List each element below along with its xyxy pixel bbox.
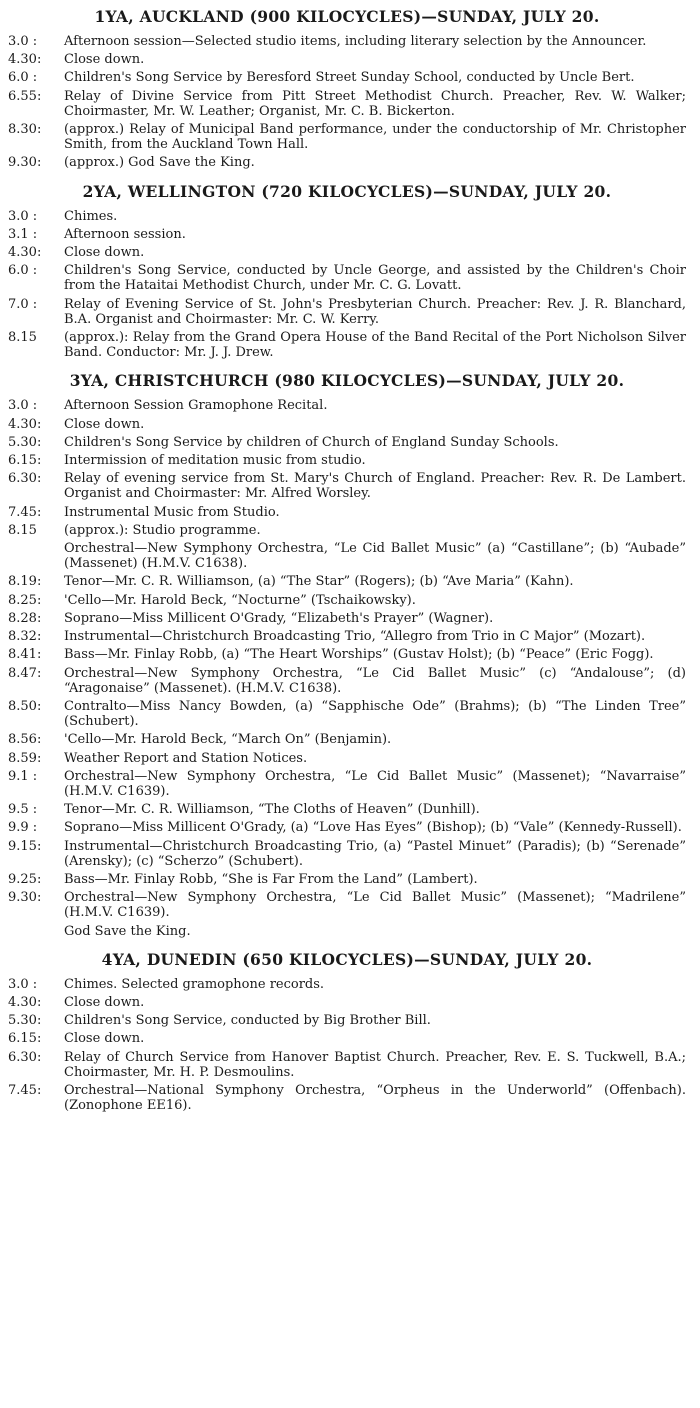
programme-entry [8, 1083, 686, 1113]
programme-entry [8, 122, 686, 152]
entry-time: 5.30: [8, 434, 42, 450]
entry-text: Children's Song Service, conducted by Uncle George, and assisted by the Children's Choir from the Hataitai Methodist Church, under Mr. C. G. Lovatt. [64, 263, 686, 294]
entry-time: 5.30: [8, 1013, 42, 1029]
entry-text: Bass—Mr. Finlay Robb, “She is Far From the Land” (Lambert). [64, 871, 478, 887]
programme-entry [8, 820, 686, 835]
programme-entry [8, 593, 686, 608]
programme-entry [8, 1050, 686, 1080]
entry-time: 6.30: [8, 471, 42, 487]
station-heading: 4YA, DUNEDIN (650 KILOCYCLES)—SUNDAY, JULY 20. [101, 949, 593, 969]
programme-entry [8, 398, 686, 413]
programme-entry [8, 872, 686, 887]
entry-time: 8.59: [8, 750, 42, 766]
programme-entry [8, 471, 686, 501]
entry-text: Instrumental—Christchurch Broadcasting Trio, (a) “Pastel Minuet” (Paradis); (b) “Serenade” (Arensky); (c) “Scherzo” (Schubert). [64, 838, 686, 869]
entry-text: Orchestral—New Symphony Orchestra, “Le Cid Ballet Music” (Massenet); “Madrilene” (H.M.V. C1639). [64, 890, 686, 921]
entry-text: Afternoon session—Selected studio items, including literary selection by the Announcer. [64, 34, 647, 49]
programme-entry [8, 995, 686, 1010]
programme-entry [8, 155, 686, 170]
entry-time: 4.30: [8, 416, 42, 432]
entry-time: 6.0 : [8, 263, 38, 279]
entry-time: 8.32: [8, 629, 42, 645]
programme-entry [8, 1013, 686, 1028]
entry-text: Close down. [64, 52, 145, 68]
programme-entry [8, 1031, 686, 1046]
entry-time: 6.15: [8, 1031, 42, 1047]
programme-entry [8, 541, 686, 571]
entry-time: 3.1 : [8, 226, 38, 242]
entry-text: (approx.) God Save the King. [64, 155, 255, 171]
programme-entry [8, 89, 686, 119]
entry-text: Intermission of meditation music from studio. [64, 453, 366, 469]
station-heading: 3YA, CHRISTCHURCH (980 KILOCYCLES)—SUNDAY, JULY 20. [69, 371, 625, 391]
entry-time: 8.50: [8, 698, 42, 714]
entry-time: 9.15: [8, 838, 42, 854]
entry-time: 8.15 [8, 522, 37, 538]
programme-entry [8, 666, 686, 696]
programme-entry [8, 435, 686, 450]
entry-time: 9.25: [8, 871, 42, 887]
entry-text: Chimes. [64, 208, 118, 224]
entry-text: Orchestral—National Symphony Orchestra, “Orpheus in the Underworld” (Offenbach). (Zonophone EE16). [64, 1082, 686, 1114]
station-section [8, 183, 686, 361]
entry-text: Children's Song Service by children of Church of England Sunday Schools. [64, 434, 559, 450]
entry-text: Children's Song Service, conducted by Big Brother Bill. [64, 1013, 431, 1029]
entry-time: 6.55: [8, 88, 42, 104]
entry-time: 9.5 : [8, 802, 38, 818]
entry-text: Orchestral—New Symphony Orchestra, “Le Cid Ballet Music” (c) “Andalouse”; (d) “Aragonaise” (Massenet). (H.M.V. C1638). [64, 665, 686, 696]
entry-time: 4.30: [8, 245, 42, 261]
programme-entry [8, 629, 686, 644]
programme-entry [8, 417, 686, 432]
programme-entry [8, 227, 686, 242]
entry-text: Orchestral—New Symphony Orchestra, “Le Cid Ballet Music” (Massenet); “Navarraise” (H.M.V. C1639). [64, 768, 686, 799]
entry-time: 3.0 : [8, 34, 38, 49]
entry-text: Bass—Mr. Finlay Robb, (a) “The Heart Worships” (Gustav Holst); (b) “Peace” (Eric Fogg). [64, 647, 654, 663]
entry-text: 'Cello—Mr. Harold Beck, “Nocturne” (Tschaikowsky). [64, 592, 416, 608]
entry-text: (approx.): Studio programme. [64, 522, 261, 538]
entry-text: Instrumental—Christchurch Broadcasting Trio, “Allegro from Trio in C Major” (Mozart). [64, 629, 646, 645]
programme-entry [8, 611, 686, 626]
entry-time: 8.15 [8, 330, 37, 346]
entry-text: Afternoon session. [64, 226, 186, 242]
entry-time: 4.30: [8, 994, 42, 1010]
entry-time: 3.0 : [8, 208, 38, 224]
station-section [8, 951, 686, 1114]
entry-time: 6.15: [8, 453, 42, 469]
programme-entry [8, 699, 686, 729]
programme-entry [8, 769, 686, 799]
entry-time: 7.45: [8, 1082, 42, 1098]
entry-text: Afternoon Session Gramophone Recital. [64, 398, 328, 414]
entry-time: 7.45: [8, 504, 42, 520]
entry-text: God Save the King. [64, 923, 191, 939]
station-section [8, 8, 686, 171]
entry-time: 6.30: [8, 1049, 42, 1065]
programme-entry [8, 751, 686, 766]
station-heading: 1YA, AUCKLAND (900 KILOCYCLES)—SUNDAY, JULY 20. [94, 7, 600, 26]
entry-time: 7.0 : [8, 296, 38, 312]
programme-entry [8, 263, 686, 293]
entry-time: 6.0 : [8, 70, 38, 86]
entry-text: Soprano—Miss Millicent O'Grady, “Elizabeth's Prayer” (Wagner). [64, 610, 494, 626]
programme-entry [8, 52, 686, 67]
programme-entry [8, 245, 686, 260]
programme-entry [8, 453, 686, 468]
entry-time: 8.41: [8, 647, 42, 663]
programme-entry [8, 732, 686, 747]
programme-entry [8, 505, 686, 520]
programme-entry [8, 70, 686, 85]
programme-entry [8, 523, 686, 538]
entry-time: 9.1 : [8, 768, 38, 784]
entry-text: Relay of Church Service from Hanover Baptist Church. Preacher, Rev. E. S. Tuckwell, B.A.; Choirmaster, Mr. H. P. Desmoulins. [64, 1049, 686, 1080]
entry-time: 3.0 : [8, 976, 38, 992]
entry-text: Instrumental Music from Studio. [64, 504, 280, 520]
programme-entry [8, 297, 686, 327]
entry-time: 8.28: [8, 610, 42, 626]
entry-time: 4.30: [8, 52, 42, 68]
entry-text: Orchestral—New Symphony Orchestra, “Le Cid Ballet Music” (a) “Castillane”; (b) “Aubade” (Massenet) (H.M.V. C1638). [64, 541, 686, 572]
entry-text: Tenor—Mr. C. R. Williamson, (a) “The Star” (Rogers); (b) “Ave Maria” (Kahn). [64, 574, 574, 590]
entry-time: 8.47: [8, 665, 42, 681]
entry-text: Tenor—Mr. C. R. Williamson, “The Cloths of Heaven” (Dunhill). [64, 802, 480, 818]
entry-text: 'Cello—Mr. Harold Beck, “March On” (Benjamin). [64, 732, 392, 748]
entry-text: (approx.) Relay of Municipal Band performance, under the conductorship of Mr. Christopher Smith, from the Auckland Town Hall. [64, 122, 686, 153]
entry-time: 9.30: [8, 890, 42, 906]
entry-text: Relay of evening service from St. Mary's Church of England. Preacher: Rev. R. De Lambert. Organist and Choirmaster: Mr. Alfred Worsley. [64, 471, 686, 502]
programme-entry [8, 34, 686, 49]
programme-entry [8, 647, 686, 662]
entry-time: 9.9 : [8, 820, 38, 836]
entry-text: Close down. [64, 1031, 145, 1047]
station-section [8, 372, 686, 938]
programme-entry [8, 977, 686, 992]
programme-entry [8, 802, 686, 817]
entry-text: Relay of Evening Service of St. John's Presbyterian Church. Preacher: Rev. J. R. Blanchard, B.A. Organist and Choirmaster: Mr. C. W. Kerry. [64, 296, 686, 327]
entry-time: 8.56: [8, 732, 42, 748]
programme-entry [8, 330, 686, 360]
entry-text: Contralto—Miss Nancy Bowden, (a) “Sapphische Ode” (Brahms); (b) “The Linden Tree” (Schubert). [64, 698, 686, 730]
entry-time: 8.30: [8, 122, 42, 138]
station-heading: 2YA, WELLINGTON (720 KILOCYCLES)—SUNDAY, JULY 20. [82, 181, 612, 201]
programme-entry [8, 209, 686, 224]
entry-text: Close down. [64, 994, 145, 1010]
programme-entry [8, 574, 686, 589]
programme-entry [8, 890, 686, 920]
entry-text: Relay of Divine Service from Pitt Street Methodist Church. Preacher, Rev. W. Walker; Choirmaster, Mr. W. Leather; Organist, Mr. C. B. Bickerton. [64, 88, 686, 119]
entry-text: Weather Report and Station Notices. [64, 750, 308, 766]
programme-entry [8, 839, 686, 869]
entry-time: 8.25: [8, 592, 42, 608]
entry-text: Soprano—Miss Millicent O'Grady, (a) “Love Has Eyes” (Bishop); (b) “Vale” (Kennedy-Russell). [64, 820, 682, 836]
entry-text: Close down. [64, 416, 145, 432]
entry-text: Children's Song Service by Beresford Street Sunday School, conducted by Uncle Bert. [64, 70, 635, 86]
entry-time: 3.0 : [8, 398, 38, 414]
entry-time: 9.30: [8, 155, 42, 171]
entry-text: Chimes. Selected gramophone records. [64, 976, 325, 992]
programme-entry [8, 924, 686, 939]
entry-text: Close down. [64, 245, 145, 261]
entry-time: 8.19: [8, 574, 42, 590]
entry-text: (approx.): Relay from the Grand Opera House of the Band Recital of the Port Nicholson Silver Band. Conductor: Mr. J. J. Drew. [64, 330, 686, 361]
